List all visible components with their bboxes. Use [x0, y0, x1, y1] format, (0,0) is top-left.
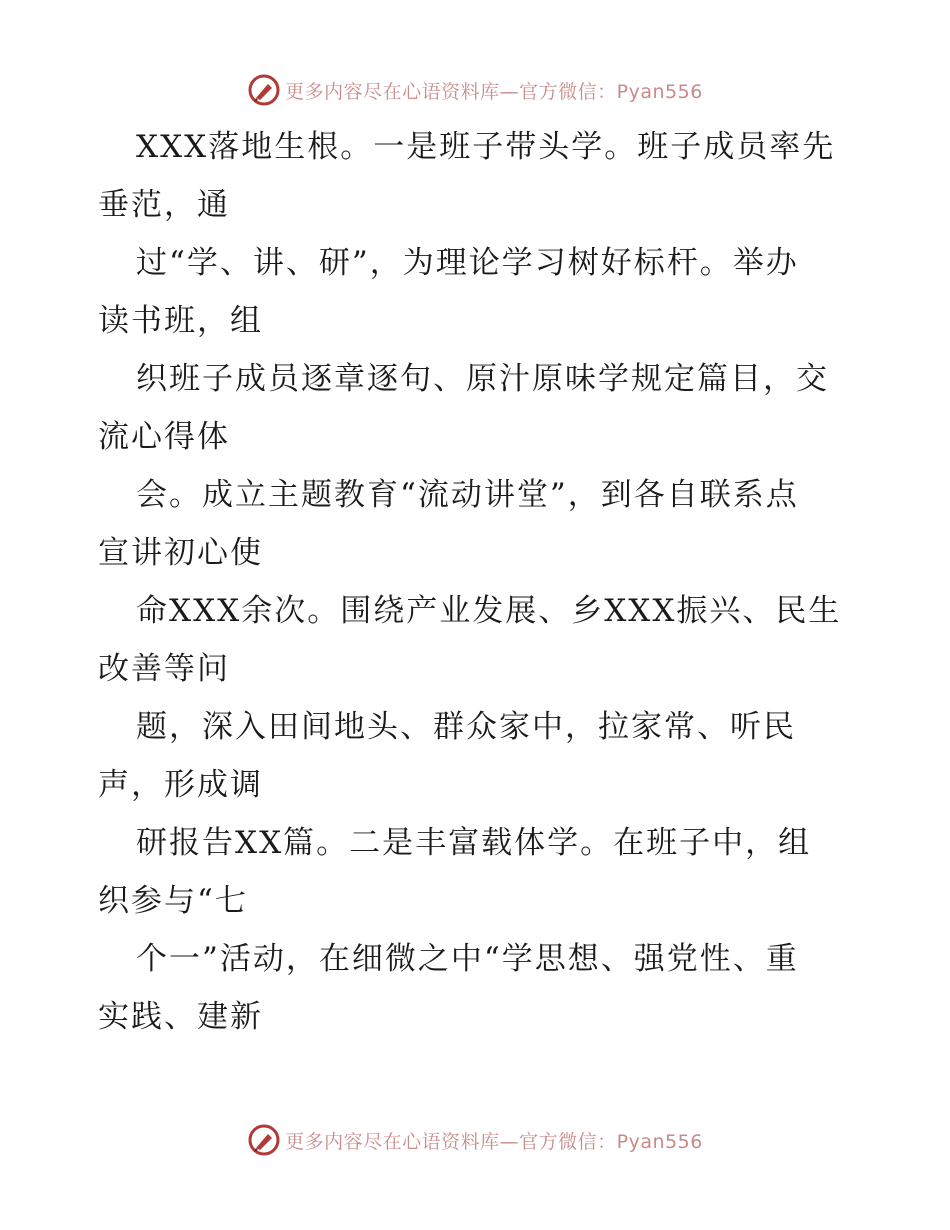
text-line: 过“学、讲、研”，为理论学习树好标杆。举办 — [136, 245, 799, 281]
watermark-text: 更多内容尽在心语资料库—官方微信：Pyan556 — [285, 80, 703, 103]
text-line: 题，深入田间地头、群众家中，拉家常、听民 — [136, 709, 796, 745]
text-line: 垂范，通 — [98, 187, 230, 223]
text-line: 会。成立主题教育“流动讲堂”，到各自联系点 — [136, 477, 799, 513]
text-line: 织参与“七 — [98, 883, 248, 919]
watermark-text: 更多内容尽在心语资料库—官方微信：Pyan556 — [285, 1130, 703, 1153]
document-body — [98, 118, 858, 1046]
text-line: 读书班，组 — [98, 303, 263, 339]
text-line: 命XXX余次。围绕产业发展、乡XXX振兴、民生 — [136, 593, 842, 629]
text-line: 流心得体 — [98, 419, 230, 455]
text-line: 个一”活动，在细微之中“学思想、强党性、重 — [136, 941, 799, 977]
text-line: 织班子成员逐章逐句、原汁原味学规定篇目，交 — [136, 361, 829, 397]
header-watermark — [0, 70, 950, 110]
footer-watermark — [0, 1120, 950, 1160]
pen-logo-icon — [247, 1123, 281, 1157]
text-line: 研报告XX篇。二是丰富载体学。在班子中，组 — [136, 825, 812, 861]
text-line: 实践、建新 — [98, 999, 263, 1035]
text-line: 改善等问 — [98, 651, 230, 687]
pen-logo-icon — [247, 73, 281, 107]
text-line: 宣讲初心使 — [98, 535, 263, 571]
text-line: XXX落地生根。一是班子带头学。班子成员率先 — [136, 129, 836, 165]
text-line: 声，形成调 — [98, 767, 263, 803]
